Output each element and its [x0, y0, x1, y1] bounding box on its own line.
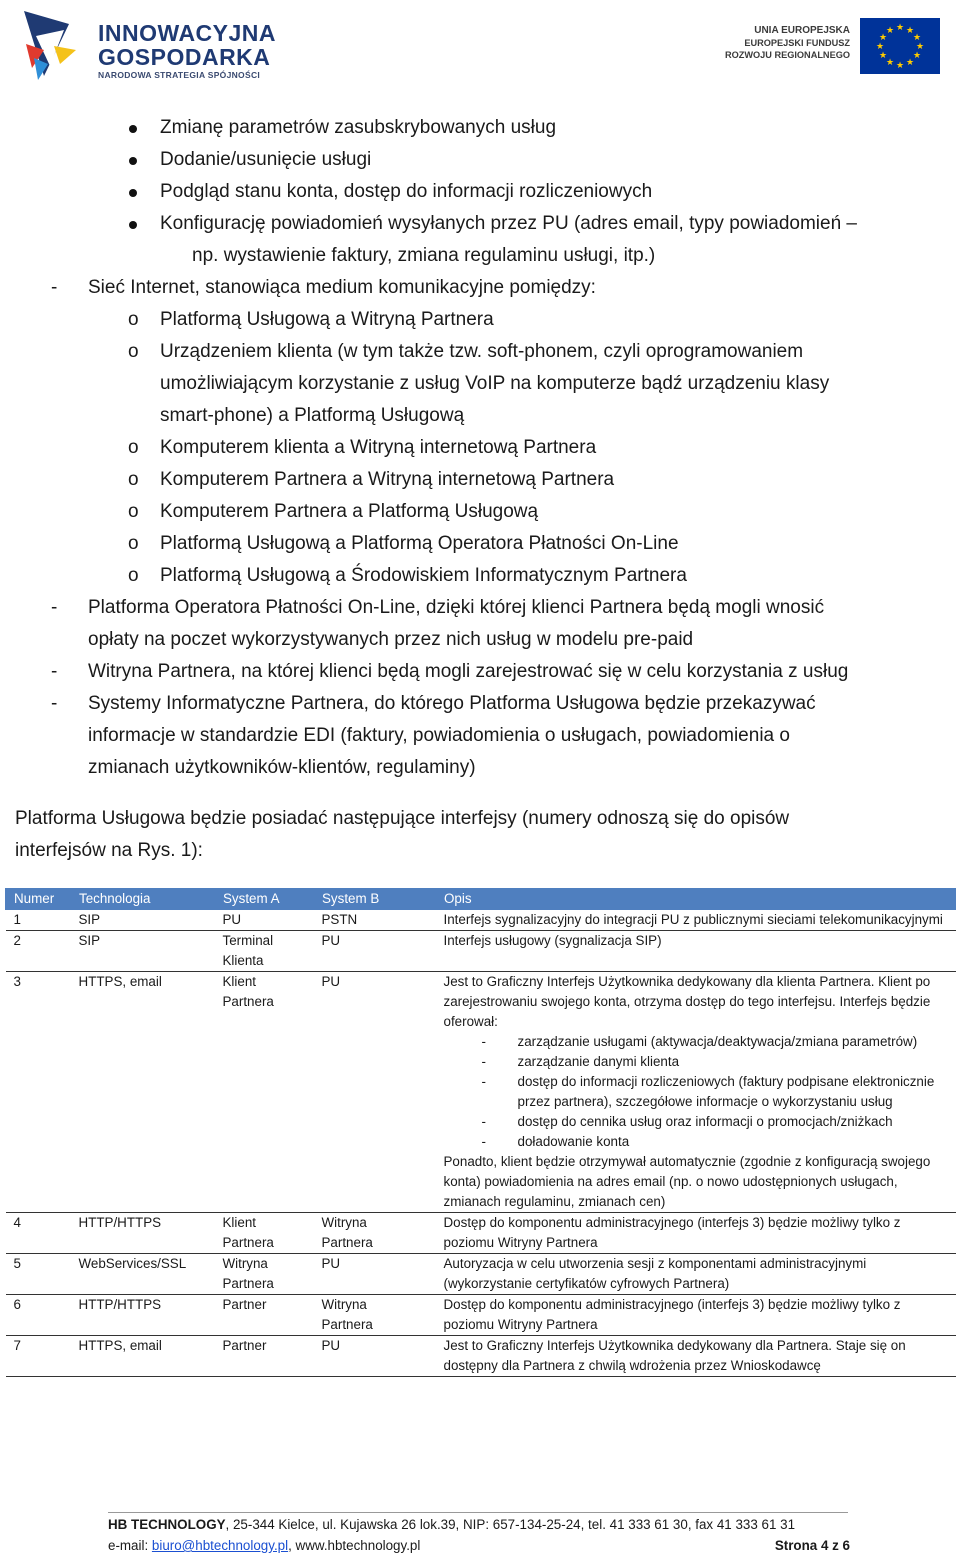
cell-number: 3: [6, 972, 71, 1213]
cell-technology: SIP: [71, 910, 215, 931]
cell-technology: HTTP/HTTPS: [71, 1295, 215, 1336]
cell-system-b: PU: [314, 972, 436, 1213]
list-item: - doładowanie konta: [481, 1134, 630, 1149]
list-item-text: doładowanie konta: [517, 1134, 630, 1149]
sub-item: Urządzeniem klienta (w tym także tzw. soft-phonem, czyli oprogramowaniem: [160, 341, 804, 362]
table-header-row: [6, 889, 956, 910]
table-row: [6, 972, 956, 1213]
col-header-system-a: System A: [215, 889, 314, 910]
footer-email-link[interactable]: biuro@hbtechnology.pl: [151, 1538, 289, 1553]
sub-item-continuation: smart-phone) a Platformą Usługową: [160, 405, 465, 426]
innowacyjna-gospodarka-logo: [14, 6, 277, 86]
interfaces-table: [5, 888, 956, 1377]
svg-text:★: ★: [878, 51, 888, 61]
cell-system-a: Partner: [215, 1295, 314, 1336]
cell-technology: SIP: [71, 931, 215, 972]
circle-marker: o: [128, 437, 139, 458]
sub-item: Platformą Usługową a Środowiskiem Informatycznym Partnera: [160, 565, 687, 586]
cell-number: 4: [6, 1213, 71, 1254]
footer-email-label: e-mail:: [108, 1538, 152, 1553]
circle-marker: o: [128, 469, 139, 490]
list-item: - dostęp do cennika usług oraz informacji o promocjach/zniżkach: [481, 1114, 893, 1129]
bullet-item: Konfigurację powiadomień wysyłanych przez PU (adres email, typy powiadomień –: [160, 213, 857, 234]
footer-website[interactable]: www.hbtechnology.pl: [295, 1538, 421, 1553]
col-header-system-b: System B: [314, 889, 436, 910]
sub-item: Komputerem Partnera a Witryną internetową Partnera: [160, 469, 615, 490]
cell-number: 2: [6, 931, 71, 972]
cell-technology: WebServices/SSL: [71, 1254, 215, 1295]
dash-item: Systemy Informatyczne Partnera, do którego Platforma Usługowa będzie przekazywać: [88, 693, 816, 714]
eu-line-2: EUROPEJSKI FUNDUSZ: [744, 38, 850, 48]
svg-text:★: ★: [905, 58, 915, 68]
sub-item: Komputerem Partnera a Platformą Usługową: [160, 501, 539, 522]
list-item-text: dostęp do cennika usług oraz informacji o promocjach/zniżkach: [517, 1114, 893, 1129]
eu-flag-icon: [860, 18, 940, 74]
circle-marker: o: [128, 309, 139, 330]
svg-text:★: ★: [885, 26, 895, 36]
cell-system-b: PU: [314, 1336, 436, 1377]
table-row: [6, 931, 956, 972]
logo-line-2: GOSPODARKA: [98, 44, 271, 70]
dash-item-continuation: informacje w standardzie EDI (faktury, powiadomienia o usługach, powiadomienia o: [88, 725, 790, 746]
dash-marker: -: [51, 277, 58, 298]
page-header: [0, 0, 960, 92]
dash-item-continuation: opłaty na poczet wykorzystywanych przez nich usług w modelu pre-paid: [88, 629, 694, 650]
cell-description: Jest to Graficzny Interfejs Użytkownika dedykowany dla Partnera. Staje się on dostępny dla Partnera z chwilą wdrożenia przez Wnioskodawcę: [436, 1336, 956, 1377]
paragraph-line: interfejsów na Rys. 1):: [15, 840, 203, 861]
cell-description: Dostęp do komponentu administracyjnego (interfejs 3) będzie możliwy tylko z poziomu Witryny Partnera: [436, 1295, 956, 1336]
bullet-icon: [129, 189, 137, 197]
cell-number: 6: [6, 1295, 71, 1336]
col-header-technology: Technologia: [71, 889, 215, 910]
sub-item-continuation: umożliwiającym korzystanie z usług VoIP na komputerze bądź urządzeniu klasy: [160, 373, 830, 394]
table-row: [6, 1254, 956, 1295]
cell-technology: HTTP/HTTPS: [71, 1213, 215, 1254]
cell-system-b: PSTN: [314, 910, 436, 931]
cell-system-a: PU: [215, 910, 314, 931]
dash-marker: -: [51, 693, 58, 714]
bullet-icon: [129, 157, 137, 165]
cell-technology: HTTPS, email: [71, 972, 215, 1213]
cell-system-b: PU: [314, 931, 436, 972]
svg-text:★: ★: [878, 33, 888, 43]
circle-marker: o: [128, 501, 139, 522]
circle-marker: o: [128, 565, 139, 586]
svg-text:★: ★: [912, 51, 922, 61]
dash-marker: -: [51, 661, 58, 682]
cell-number: 5: [6, 1254, 71, 1295]
cell-description: Interfejs sygnalizacyjny do integracji PU z publicznymi sieciami telekomunikacyjnymi: [436, 910, 956, 931]
description-intro: Jest to Graficzny Interfejs Użytkownika dedykowany dla klienta Partnera. Klient po zarejestrowaniu swojego konta, otrzyma dostęp do tego interfejsu. Interfejs będzie oferował:: [443, 974, 931, 1029]
bullet-item: Podgląd stanu konta, dostęp do informacji rozliczeniowych: [160, 181, 653, 202]
list-item-text: zarządzanie usługami (aktywacja/deaktywacja/zmiana parametrów): [517, 1034, 918, 1049]
cell-system-b: PU: [314, 1254, 436, 1295]
col-header-description: Opis: [436, 889, 956, 910]
list-item: - dostęp do informacji rozliczeniowych (faktury podpisane elektronicznie przez partnera), szczegółowe informacje o wykorzystaniu usług: [481, 1074, 935, 1109]
cell-number: 7: [6, 1336, 71, 1377]
footer-divider: [108, 1512, 848, 1513]
bullet-icon: [129, 125, 137, 133]
list-item: - zarządzanie usługami (aktywacja/deaktywacja/zmiana parametrów): [481, 1034, 918, 1049]
cell-description: Autoryzacja w celu utworzenia sesji z komponentami administracyjnymi (wykorzystanie certyfikatów cyfrowych Partnera): [436, 1254, 956, 1295]
table-row: [6, 910, 956, 931]
svg-text:★: ★: [895, 61, 905, 71]
cell-description: Interfejs usługowy (sygnalizacja SIP): [436, 931, 956, 972]
paragraph-line: Platforma Usługowa będzie posiadać następujące interfejsy (numery odnoszą się do opisów: [15, 808, 790, 829]
footer-separator: ,: [288, 1538, 296, 1553]
cell-description: Dostęp do komponentu administracyjnego (interfejs 3) będzie możliwy tylko z poziomu Witryny Partnera: [436, 1213, 956, 1254]
eu-logo-text: [710, 24, 850, 61]
list-item-text: dostęp do informacji rozliczeniowych (faktury podpisane elektronicznie przez partnera), szczegółowe informacje o wykorzystaniu usług: [517, 1074, 935, 1109]
table-row: [6, 1295, 956, 1336]
col-header-number: Numer: [6, 889, 71, 910]
svg-text:★: ★: [912, 33, 922, 43]
cell-system-a: Klient Partnera: [215, 972, 314, 1213]
cell-system-b: Witryna Partnera: [314, 1213, 436, 1254]
dash-marker: -: [51, 597, 58, 618]
page-number: Strona 4 z 6: [774, 1538, 850, 1553]
dash-item: Sieć Internet, stanowiąca medium komunikacyjne pomiędzy:: [88, 277, 596, 298]
cell-description: [436, 972, 956, 1213]
circle-marker: o: [128, 533, 139, 554]
bullet-icon: [129, 221, 137, 229]
list-item: - zarządzanie danymi klienta: [481, 1054, 680, 1069]
bullet-continuation: np. wystawienie faktury, zmiana regulaminu usługi, itp.): [192, 245, 656, 266]
dash-item-continuation: zmianach użytkowników-klientów, regulaminy): [88, 757, 476, 778]
svg-text:★: ★: [875, 42, 885, 52]
svg-text:★: ★: [885, 58, 895, 68]
footer-company-name: HB TECHNOLOGY: [108, 1517, 226, 1532]
eu-logo: [710, 18, 940, 78]
svg-text:★: ★: [905, 26, 915, 36]
footer-address: , 25-344 Kielce, ul. Kujawska 26 lok.39, NIP: 657-134-25-24, tel. 41 333 61 30, fax 41 333 61 31: [225, 1517, 796, 1532]
footer-contact-line: [108, 1538, 420, 1553]
dash-item: Witryna Partnera, na której klienci będą mogli zarejestrować się w celu korzystania z usług: [88, 661, 849, 682]
bullet-item: Dodanie/usunięcie usługi: [160, 149, 372, 170]
svg-text:★: ★: [895, 23, 905, 33]
list-item-text: zarządzanie danymi klienta: [517, 1054, 680, 1069]
svg-text:★: ★: [915, 42, 925, 52]
cell-number: 1: [6, 910, 71, 931]
logo-line-3: NARODOWA STRATEGIA SPÓJNOŚCI: [98, 70, 261, 80]
table-row: [6, 1213, 956, 1254]
dash-item: Platforma Operatora Płatności On-Line, dzięki której klienci Partnera będą mogli wnosić: [88, 597, 825, 618]
sub-item: Platformą Usługową a Platformą Operatora Płatności On-Line: [160, 533, 679, 554]
ig-logo-emblem-icon: [14, 6, 94, 86]
feature-list: [444, 1032, 952, 1152]
cell-system-a: Partner: [215, 1336, 314, 1377]
cell-system-a: Terminal Klienta: [215, 931, 314, 972]
table-row: [6, 1336, 956, 1377]
eu-line-1: UNIA EUROPEJSKA: [754, 25, 850, 36]
cell-system-b: Witryna Partnera: [314, 1295, 436, 1336]
footer-company-line: [108, 1517, 795, 1532]
sub-item: Platformą Usługową a Witryną Partnera: [160, 309, 494, 330]
cell-system-a: Witryna Partnera: [215, 1254, 314, 1295]
cell-technology: HTTPS, email: [71, 1336, 215, 1377]
logo-line-1: INNOWACYJNA: [98, 20, 277, 46]
sub-item: Komputerem klienta a Witryną internetową Partnera: [160, 437, 597, 458]
eu-line-3: ROZWOJU REGIONALNEGO: [724, 50, 850, 60]
cell-system-a: Klient Partnera: [215, 1213, 314, 1254]
circle-marker: o: [128, 341, 139, 362]
bullet-item: Zmianę parametrów zasubskrybowanych usług: [160, 117, 557, 138]
description-outro: Ponadto, klient będzie otrzymywał automatycznie (zgodnie z konfiguracją swojego konta) powiadomienia na adres email (np. o nowo udostępnionych usługach, zmianach regulaminu, zmianach cen): [443, 1154, 931, 1209]
